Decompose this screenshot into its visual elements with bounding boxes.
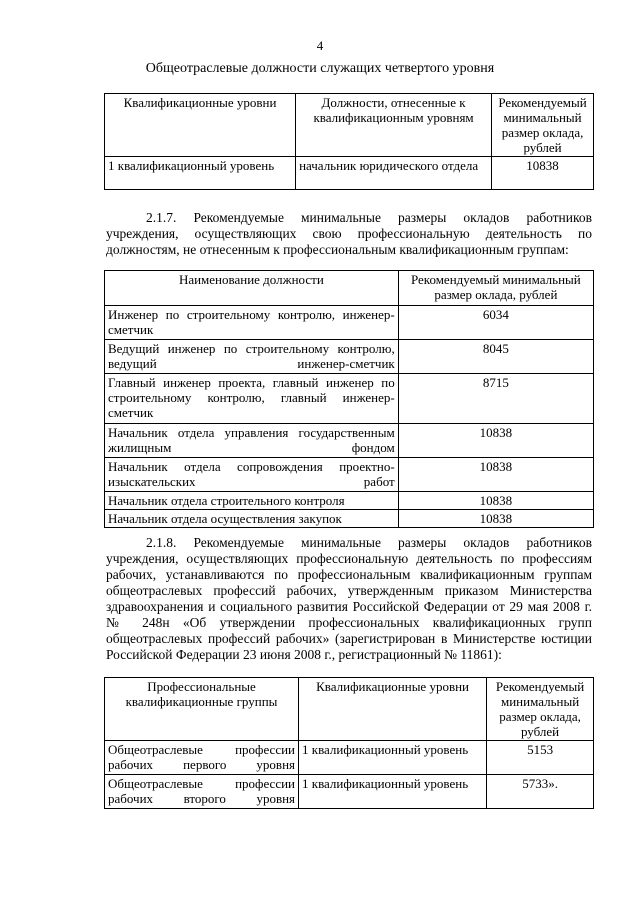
table-positions-salaries bbox=[104, 270, 594, 528]
level-cell: 1 квалификационный уровень bbox=[105, 157, 296, 190]
header-cell: Квалификационные уровни bbox=[105, 94, 296, 157]
header-cell: Должности, отнесенные к квалификационным уровням bbox=[296, 94, 492, 157]
salary-cell: 10838 bbox=[492, 157, 594, 190]
salary-cell: 8045 bbox=[398, 340, 593, 374]
position-cell: Главный инженер проекта, главный инженер по строительному контролю, главный инженер-сметчик bbox=[105, 374, 399, 424]
table-row bbox=[105, 741, 594, 775]
paragraph-text: Рекомендуемые минимальные размеры окладов работников учреждения, осуществляющих профессиональную деятельность по профессиям рабочих, устанавливаются по профессиональным квалификационным группам общеотраслевых профессий рабочих, утвержденным приказом Министерства здравоохранения и социального развития Российской Федерации от 29 мая 2008 г. № 248н «Об утверждении профессиональных квалификационных групп общеотраслевых профессий рабочих» (зарегистрирован в Министерстве юстиции Российской Федерации 23 июня 2008 г., регистрационный № 11861): bbox=[106, 535, 592, 662]
header-cell: Рекомендуемый минимальный размер оклада, рублей bbox=[492, 94, 594, 157]
position-cell: Инженер по строительному контролю, инженер-сметчик bbox=[105, 306, 399, 340]
position-cell: Начальник отдела осуществления закупок bbox=[105, 510, 399, 528]
table-row bbox=[105, 510, 594, 528]
salary-cell: 5153 bbox=[487, 741, 594, 775]
salary-cell: 10838 bbox=[398, 492, 593, 510]
header-cell: Рекомендуемый минимальный размер оклада, рублей bbox=[487, 678, 594, 741]
table-row bbox=[105, 424, 594, 458]
group-cell: Общеотраслевые профессии рабочих второго уровня bbox=[105, 775, 299, 809]
table-worker-professions bbox=[104, 677, 594, 809]
table-header-row bbox=[105, 271, 594, 306]
salary-cell: 10838 bbox=[398, 458, 593, 492]
paragraph-2-1-8 bbox=[106, 535, 592, 663]
table-row bbox=[105, 157, 594, 190]
table-fourth-level-positions bbox=[104, 93, 594, 190]
header-cell: Квалификационные уровни bbox=[299, 678, 487, 741]
header-cell: Наименование должности bbox=[105, 271, 399, 306]
level-cell: 1 квалификационный уровень bbox=[299, 741, 487, 775]
position-cell: Ведущий инженер по строительному контролю, ведущий инженер-сметчик bbox=[105, 340, 399, 374]
group-cell: Общеотраслевые профессии рабочих первого уровня bbox=[105, 741, 299, 775]
table-row bbox=[105, 458, 594, 492]
level-cell: 1 квалификационный уровень bbox=[299, 775, 487, 809]
table-header-row bbox=[105, 94, 594, 157]
table-row bbox=[105, 374, 594, 424]
table-header-row bbox=[105, 678, 594, 741]
section-heading: Общеотраслевые должности служащих четвертого уровня bbox=[145, 61, 495, 76]
paragraph-number: 2.1.7. bbox=[146, 210, 177, 225]
salary-cell: 10838 bbox=[398, 510, 593, 528]
table-row bbox=[105, 306, 594, 340]
position-cell: начальник юридического отдела bbox=[296, 157, 492, 190]
table-row bbox=[105, 775, 594, 809]
salary-cell: 6034 bbox=[398, 306, 593, 340]
page-number: 4 bbox=[316, 38, 324, 53]
salary-cell: 8715 bbox=[398, 374, 593, 424]
position-cell: Начальник отдела управления государственным жилищным фондом bbox=[105, 424, 399, 458]
table-row bbox=[105, 340, 594, 374]
paragraph-text: Рекомендуемые минимальные размеры окладов работников учреждения, осуществляющих свою профессиональную деятельность по должностям, не отнесенным к профессиональным квалификационным группам: bbox=[106, 210, 592, 257]
table-row bbox=[105, 492, 594, 510]
header-cell: Рекомендуемый минимальный размер оклада, рублей bbox=[398, 271, 593, 306]
position-cell: Начальник отдела строительного контроля bbox=[105, 492, 399, 510]
header-cell: Профессиональные квалификационные группы bbox=[105, 678, 299, 741]
salary-cell: 5733». bbox=[487, 775, 594, 809]
position-cell: Начальник отдела сопровождения проектно-изыскательских работ bbox=[105, 458, 399, 492]
salary-cell: 10838 bbox=[398, 424, 593, 458]
paragraph-2-1-7 bbox=[106, 210, 592, 258]
paragraph-number: 2.1.8. bbox=[146, 535, 177, 550]
